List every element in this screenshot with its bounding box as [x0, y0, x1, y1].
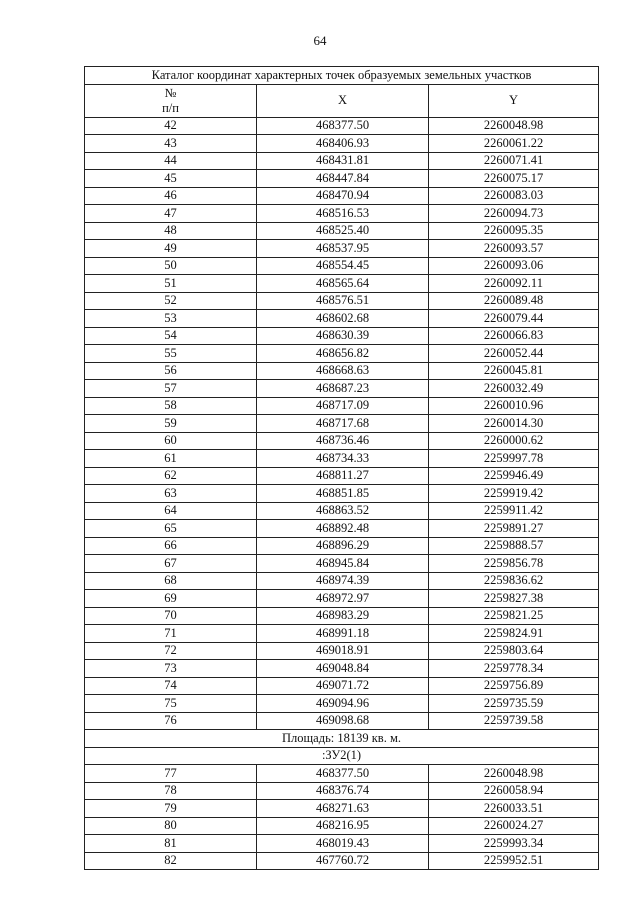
point-number-cell: 56 [85, 362, 257, 380]
x-coordinate-cell: 469018.91 [257, 642, 429, 660]
table-row [85, 135, 599, 153]
table-row [85, 572, 599, 590]
point-number-cell: 59 [85, 415, 257, 433]
x-coordinate-cell: 468470.94 [257, 187, 429, 205]
y-coordinate-cell: 2260024.27 [429, 817, 599, 835]
point-number-cell: 70 [85, 607, 257, 625]
x-coordinate-cell: 468945.84 [257, 555, 429, 573]
table-row [85, 660, 599, 678]
y-coordinate-cell: 2260093.06 [429, 257, 599, 275]
point-number-cell: 63 [85, 485, 257, 503]
point-number-cell: 52 [85, 292, 257, 310]
x-coordinate-cell: 468271.63 [257, 800, 429, 818]
table-row [85, 502, 599, 520]
x-coordinate-cell: 468406.93 [257, 135, 429, 153]
y-coordinate-cell: 2259739.58 [429, 712, 599, 730]
table-row [85, 240, 599, 258]
point-number-cell: 73 [85, 660, 257, 678]
x-coordinate-cell: 468983.29 [257, 607, 429, 625]
x-coordinate-cell: 468892.48 [257, 520, 429, 538]
table-row [85, 170, 599, 188]
point-number-cell: 44 [85, 152, 257, 170]
y-coordinate-cell: 2260071.41 [429, 152, 599, 170]
y-coordinate-cell: 2260066.83 [429, 327, 599, 345]
y-coordinate-cell: 2259993.34 [429, 835, 599, 853]
x-coordinate-cell: 468602.68 [257, 310, 429, 328]
x-coordinate-cell: 468717.09 [257, 397, 429, 415]
y-coordinate-cell: 2260048.98 [429, 765, 599, 783]
section-1-rows [85, 117, 599, 730]
point-number-cell: 49 [85, 240, 257, 258]
point-number-cell: 48 [85, 222, 257, 240]
y-coordinate-cell: 2260075.17 [429, 170, 599, 188]
x-coordinate-cell: 468376.74 [257, 782, 429, 800]
point-number-cell: 43 [85, 135, 257, 153]
table-row [85, 275, 599, 293]
table-row [85, 642, 599, 660]
x-coordinate-cell: 468991.18 [257, 625, 429, 643]
table-row [85, 677, 599, 695]
x-coordinate-cell: 468717.68 [257, 415, 429, 433]
point-number-cell: 61 [85, 450, 257, 468]
table-title: Каталог координат характерных точек образуемых земельных участков [85, 67, 599, 85]
coordinate-catalog-table [84, 66, 599, 870]
table-row [85, 380, 599, 398]
table-row [85, 590, 599, 608]
point-number-cell: 65 [85, 520, 257, 538]
table-row [85, 625, 599, 643]
parcel-label-row: :ЗУ2(1) [85, 747, 599, 765]
x-coordinate-cell: 467760.72 [257, 852, 429, 870]
y-coordinate-cell: 2259735.59 [429, 695, 599, 713]
table-row [85, 415, 599, 433]
x-coordinate-cell: 468576.51 [257, 292, 429, 310]
point-number-cell: 71 [85, 625, 257, 643]
point-number-cell: 47 [85, 205, 257, 223]
x-coordinate-cell: 468734.33 [257, 450, 429, 468]
x-coordinate-cell: 469048.84 [257, 660, 429, 678]
y-coordinate-cell: 2260058.94 [429, 782, 599, 800]
table-row [85, 450, 599, 468]
x-coordinate-cell: 468896.29 [257, 537, 429, 555]
column-header-y: Y [429, 84, 599, 117]
table-row [85, 397, 599, 415]
y-coordinate-cell: 2260045.81 [429, 362, 599, 380]
x-coordinate-cell: 468851.85 [257, 485, 429, 503]
table-row [85, 432, 599, 450]
point-number-cell: 60 [85, 432, 257, 450]
page-number: 64 [313, 33, 327, 48]
table-row [85, 292, 599, 310]
point-number-cell: 72 [85, 642, 257, 660]
section-2-rows [85, 765, 599, 870]
x-coordinate-cell: 468565.64 [257, 275, 429, 293]
point-number-cell: 69 [85, 590, 257, 608]
table-row [85, 257, 599, 275]
point-number-cell: 81 [85, 835, 257, 853]
y-coordinate-cell: 2260032.49 [429, 380, 599, 398]
table-row [85, 852, 599, 870]
point-number-cell: 42 [85, 117, 257, 135]
table-row [85, 205, 599, 223]
x-coordinate-cell: 468525.40 [257, 222, 429, 240]
x-coordinate-cell: 468811.27 [257, 467, 429, 485]
point-number-cell: 68 [85, 572, 257, 590]
point-number-cell: 54 [85, 327, 257, 345]
y-coordinate-cell: 2259888.57 [429, 537, 599, 555]
table-row [85, 555, 599, 573]
x-coordinate-cell: 468554.45 [257, 257, 429, 275]
table-row [85, 537, 599, 555]
y-coordinate-cell: 2260095.35 [429, 222, 599, 240]
table-row [85, 310, 599, 328]
x-coordinate-cell: 468630.39 [257, 327, 429, 345]
y-coordinate-cell: 2259952.51 [429, 852, 599, 870]
table-row [85, 327, 599, 345]
point-number-cell: 75 [85, 695, 257, 713]
table-row [85, 485, 599, 503]
y-coordinate-cell: 2260092.11 [429, 275, 599, 293]
table-row [85, 800, 599, 818]
point-number-cell: 62 [85, 467, 257, 485]
x-coordinate-cell: 468668.63 [257, 362, 429, 380]
table-row [85, 782, 599, 800]
y-coordinate-cell: 2259997.78 [429, 450, 599, 468]
point-number-cell: 74 [85, 677, 257, 695]
x-coordinate-cell: 468019.43 [257, 835, 429, 853]
y-coordinate-cell: 2259856.78 [429, 555, 599, 573]
point-number-cell: 66 [85, 537, 257, 555]
point-number-cell: 55 [85, 345, 257, 363]
point-number-cell: 50 [85, 257, 257, 275]
x-coordinate-cell: 468863.52 [257, 502, 429, 520]
x-coordinate-cell: 468216.95 [257, 817, 429, 835]
x-coordinate-cell: 468377.50 [257, 117, 429, 135]
x-coordinate-cell: 468516.53 [257, 205, 429, 223]
y-coordinate-cell: 2260093.57 [429, 240, 599, 258]
y-coordinate-cell: 2260089.48 [429, 292, 599, 310]
x-coordinate-cell: 468736.46 [257, 432, 429, 450]
point-number-cell: 79 [85, 800, 257, 818]
x-coordinate-cell: 468656.82 [257, 345, 429, 363]
y-coordinate-cell: 2259756.89 [429, 677, 599, 695]
point-number-cell: 78 [85, 782, 257, 800]
table-row [85, 817, 599, 835]
x-coordinate-cell: 468447.84 [257, 170, 429, 188]
y-coordinate-cell: 2259911.42 [429, 502, 599, 520]
point-number-cell: 45 [85, 170, 257, 188]
x-coordinate-cell: 469094.96 [257, 695, 429, 713]
x-coordinate-cell: 468972.97 [257, 590, 429, 608]
column-header-number [85, 84, 257, 117]
table-row [85, 187, 599, 205]
point-number-cell: 57 [85, 380, 257, 398]
point-number-cell: 46 [85, 187, 257, 205]
table-row [85, 765, 599, 783]
y-coordinate-cell: 2260052.44 [429, 345, 599, 363]
y-coordinate-cell: 2259946.49 [429, 467, 599, 485]
area-row: Площадь: 18139 кв. м. [85, 730, 599, 748]
y-coordinate-cell: 2260000.62 [429, 432, 599, 450]
point-number-cell: 58 [85, 397, 257, 415]
y-coordinate-cell: 2260079.44 [429, 310, 599, 328]
table-row [85, 520, 599, 538]
y-coordinate-cell: 2260010.96 [429, 397, 599, 415]
point-number-cell: 53 [85, 310, 257, 328]
y-coordinate-cell: 2259827.38 [429, 590, 599, 608]
column-header-number-line2: п/п [162, 100, 179, 115]
x-coordinate-cell: 468431.81 [257, 152, 429, 170]
table-row [85, 695, 599, 713]
table-row [85, 345, 599, 363]
y-coordinate-cell: 2260014.30 [429, 415, 599, 433]
column-header-number-line1: № [164, 85, 177, 100]
y-coordinate-cell: 2260048.98 [429, 117, 599, 135]
table-row [85, 467, 599, 485]
y-coordinate-cell: 2259821.25 [429, 607, 599, 625]
table-row [85, 362, 599, 380]
point-number-cell: 77 [85, 765, 257, 783]
x-coordinate-cell: 469098.68 [257, 712, 429, 730]
y-coordinate-cell: 2259836.62 [429, 572, 599, 590]
x-coordinate-cell: 468974.39 [257, 572, 429, 590]
y-coordinate-cell: 2259803.64 [429, 642, 599, 660]
column-header-x: X [257, 84, 429, 117]
y-coordinate-cell: 2260033.51 [429, 800, 599, 818]
y-coordinate-cell: 2259778.34 [429, 660, 599, 678]
y-coordinate-cell: 2260083.03 [429, 187, 599, 205]
x-coordinate-cell: 468377.50 [257, 765, 429, 783]
x-coordinate-cell: 468687.23 [257, 380, 429, 398]
table-row [85, 117, 599, 135]
point-number-cell: 64 [85, 502, 257, 520]
point-number-cell: 80 [85, 817, 257, 835]
point-number-cell: 76 [85, 712, 257, 730]
point-number-cell: 67 [85, 555, 257, 573]
y-coordinate-cell: 2259824.91 [429, 625, 599, 643]
table-row [85, 152, 599, 170]
y-coordinate-cell: 2259891.27 [429, 520, 599, 538]
point-number-cell: 82 [85, 852, 257, 870]
table-row [85, 835, 599, 853]
x-coordinate-cell: 469071.72 [257, 677, 429, 695]
y-coordinate-cell: 2260061.22 [429, 135, 599, 153]
table-row [85, 222, 599, 240]
y-coordinate-cell: 2260094.73 [429, 205, 599, 223]
y-coordinate-cell: 2259919.42 [429, 485, 599, 503]
point-number-cell: 51 [85, 275, 257, 293]
x-coordinate-cell: 468537.95 [257, 240, 429, 258]
table-row [85, 607, 599, 625]
table-row [85, 712, 599, 730]
